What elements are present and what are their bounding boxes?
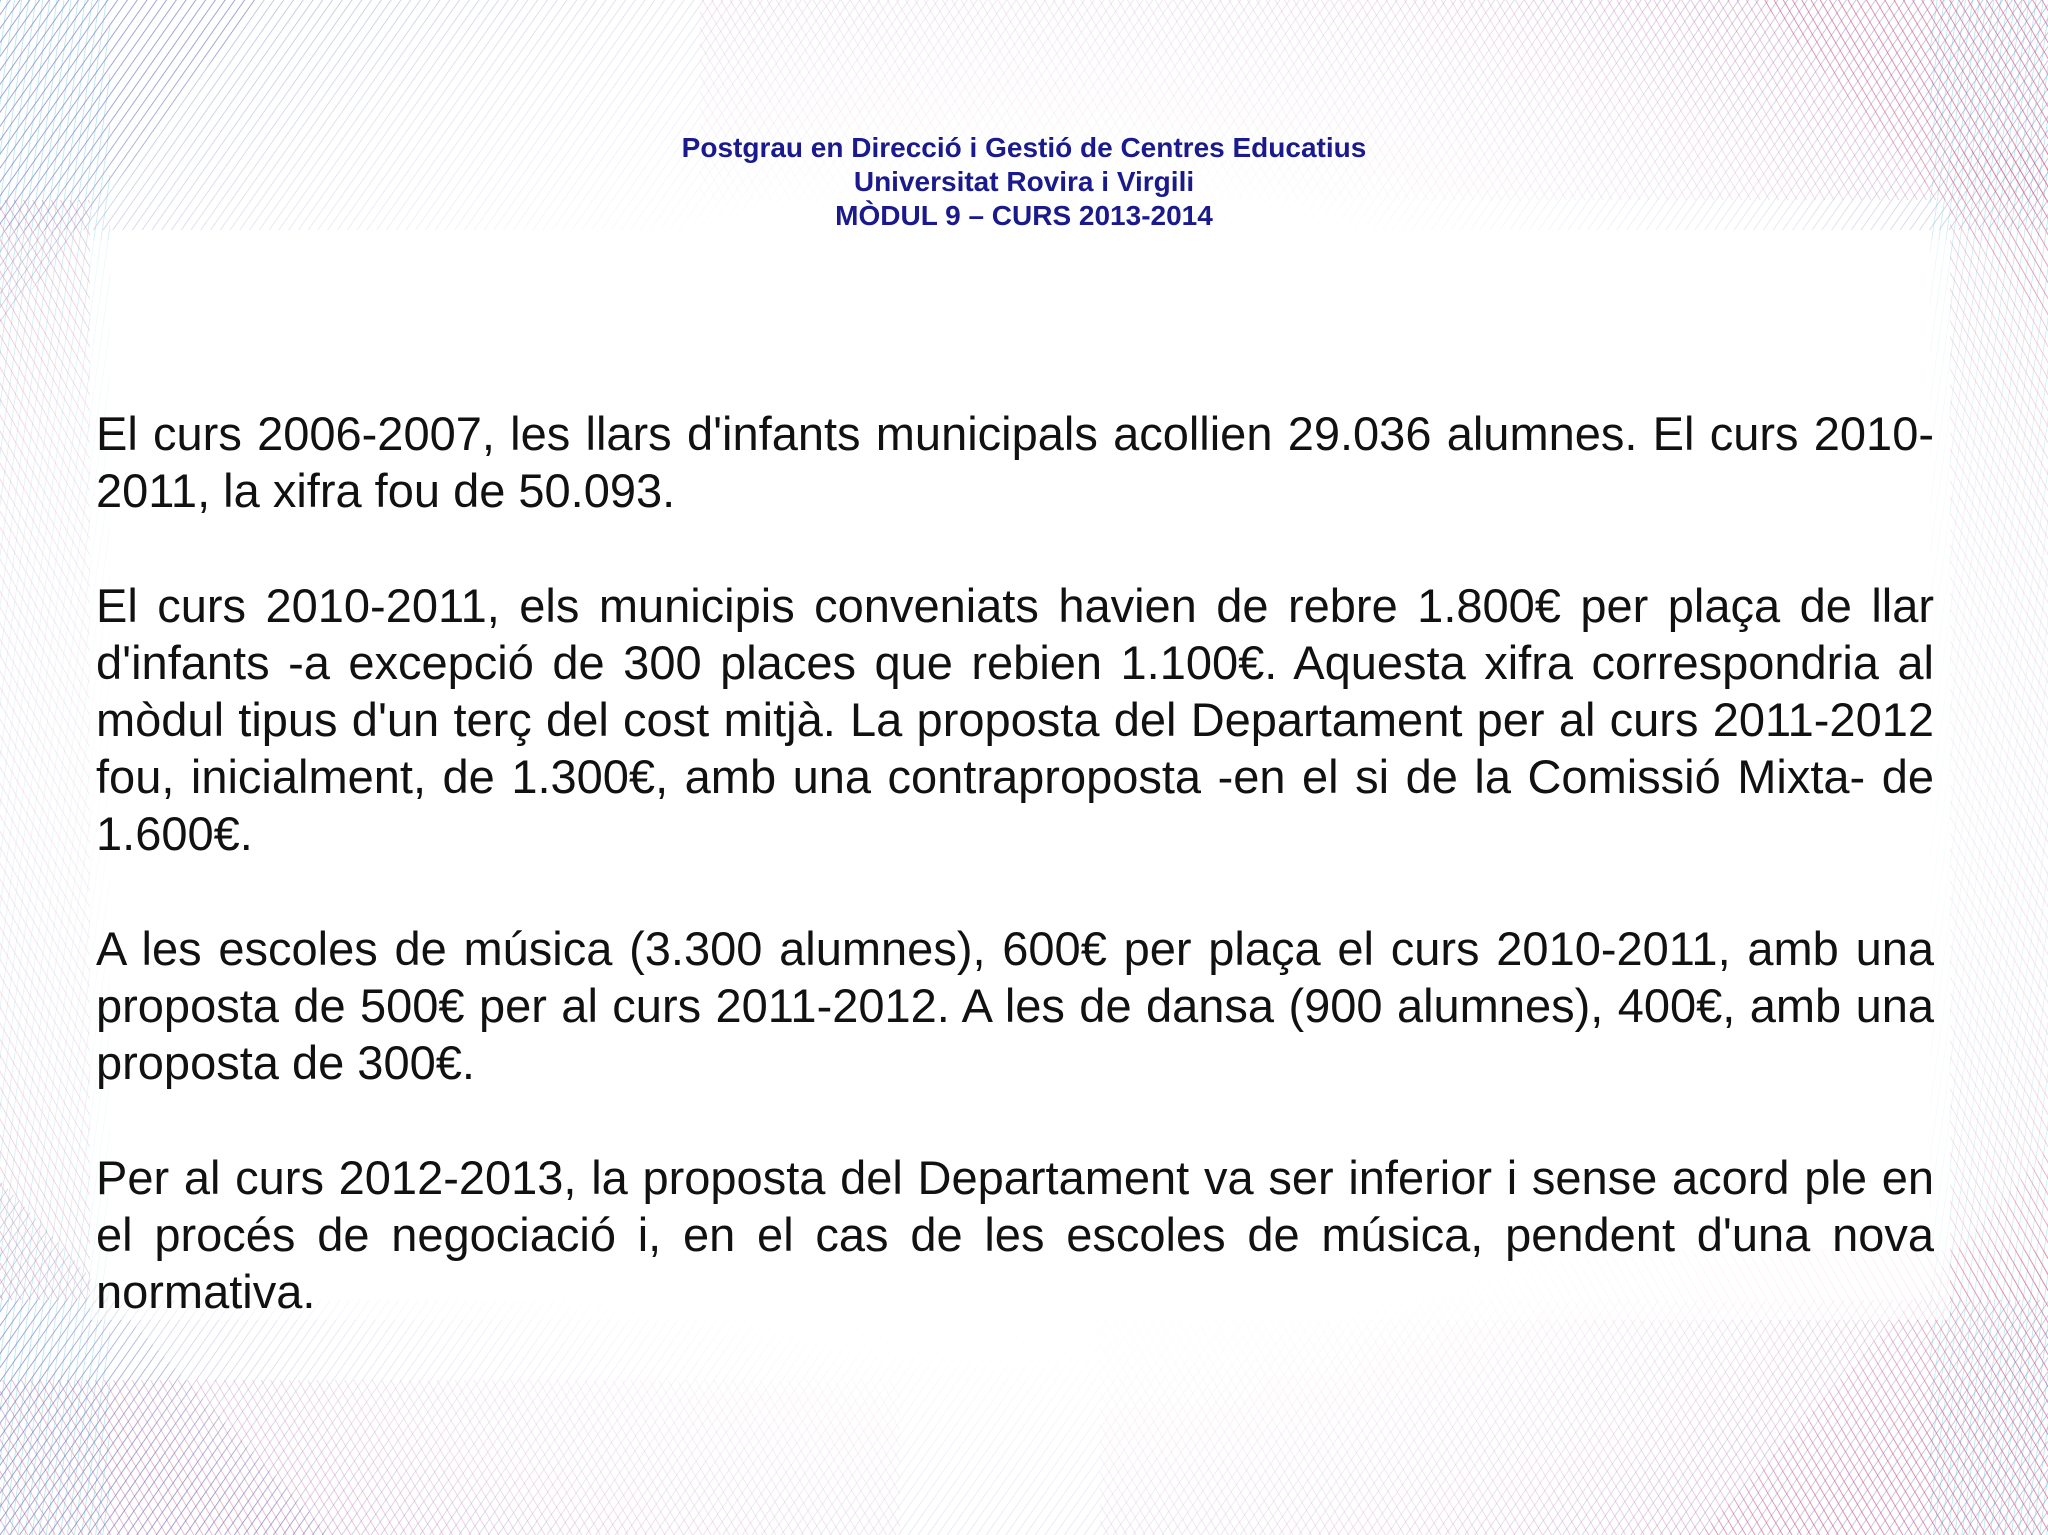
paragraph-2012-2013-proposal: Per al curs 2012-2013, la proposta del Departament va ser inferior i sense acord ple en el procés de negociació i, en el cas de les escoles de música, pendent d'una nova normativa. [96,1151,1934,1318]
module-label: MÒDUL 9 – CURS 2013-2014 [835,200,1213,231]
slide-header [0,131,2048,233]
paragraph-nursery-funding: El curs 2010-2011, els municipis conveniats havien de rebre 1.800€ per plaça de llar d'infants -a excepció de 300 places que rebien 1.100€. Aquesta xifra correspondria al mòdul tipus d'un terç del cost mitjà. La proposta del Departament per al curs 2011-2012 fou, inicialment, de 1.300€, amb una contraproposta -en el si de la Comissió Mixta- de 1.600€. [96,579,1934,860]
slide-body [96,405,1934,1378]
paragraph-music-dance-schools: A les escoles de música (3.300 alumnes), 600€ per plaça el curs 2010-2011, amb una proposta de 500€ per al curs 2011-2012. A les de dansa (900 alumnes), 400€, amb una proposta de 300€. [96,922,1934,1089]
university-name: Universitat Rovira i Virgili [853,166,1195,197]
paragraph-nursery-enrolment: El curs 2006-2007, les llars d'infants municipals acollien 29.036 alumnes. El curs 2010-2011, la xifra fou de 50.093. [96,407,1934,517]
course-title: Postgrau en Direcció i Gestió de Centres Educatius [681,132,1367,163]
